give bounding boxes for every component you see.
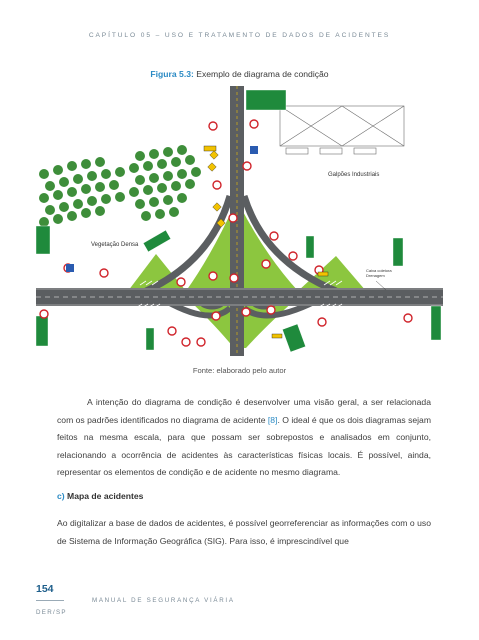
condition-diagram — [36, 86, 443, 356]
manual-title: MANUAL DE SEGURANÇA VIÁRIA — [92, 597, 235, 604]
figure-title: Exemplo de diagrama de condição — [196, 69, 329, 79]
subheading-letter: c) — [57, 491, 65, 501]
subheading-accident-map — [57, 491, 143, 501]
service-sign — [250, 146, 258, 154]
figure-caption — [0, 69, 479, 79]
paragraph-condition-diagram: A intenção do diagrama de condição é desenvolver uma visão geral, a ser relacionada com os padrões identificados no diagrama de acidente [8]. O ideal é que os dois diagramas sejam feitos na mesma escala, para que possam ser sobrepostos e analisados em conjunto, relacionando a ocorrência de acidentes às características físicas locais. É possível, ainda, representar os elementos de condição e de acidente no mesmo diagrama. — [57, 397, 431, 477]
chapter-header: CAPÍTULO 05 – USO E TRATAMENTO DE DADOS DE ACIDENTES — [88, 32, 391, 39]
figure-source: Fonte: elaborado pelo autor — [192, 366, 287, 375]
figure-label: Figura 5.3: — [150, 69, 194, 79]
paragraph-accident-map: Ao digitalizar a base de dados de acidentes, é possível georreferenciar as informações com o uso de Sistema de Informação Geográfica (SIG). Para isso, é imprescindível que — [57, 518, 431, 546]
warehouses-label: Galpões Industriais — [328, 172, 380, 178]
vegetation-label: Vegetação Densa — [91, 242, 139, 248]
footer-divider — [36, 600, 64, 601]
drainage-label: Caixa coletora Drenagem — [366, 268, 392, 278]
industrial-warehouses — [280, 106, 404, 154]
dense-vegetation — [39, 145, 201, 227]
organization-name: DER/SP — [36, 609, 67, 616]
subheading-text: Mapa de acidentes — [67, 491, 144, 501]
page-number: 154 — [36, 583, 54, 595]
reference-link[interactable]: [8] — [267, 414, 278, 425]
